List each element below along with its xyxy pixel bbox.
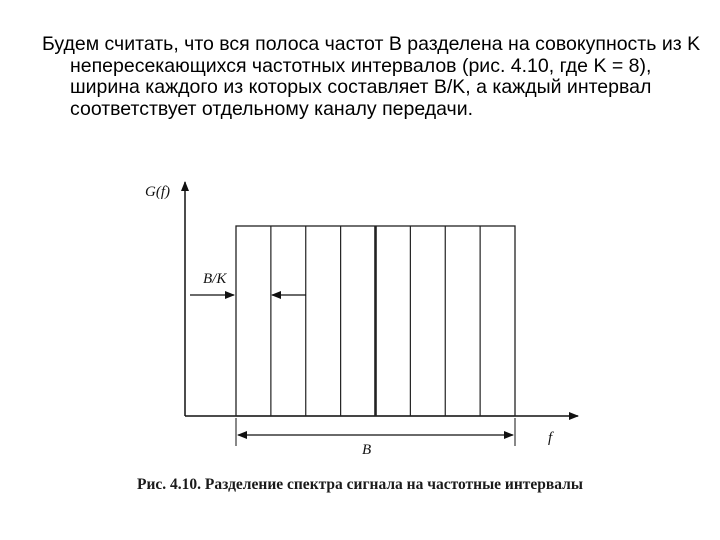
body-paragraph: Будем считать, что вся полоса частот B разделена на совокупность из K непересекающихся частотных интервалов (рис. 4.10, где K = 8), ширина каждого из которых составляет B/K, а каждый интервал соответствует отдельному каналу передачи.	[42, 33, 701, 120]
bk-label: B/K	[203, 271, 227, 287]
interval-dividers	[271, 226, 480, 416]
y-axis-label: G(f)	[145, 184, 170, 200]
figure-caption: Рис. 4.10. Разделение спектра сигнала на частотные интервалы	[137, 476, 583, 493]
x-axis-label: f	[548, 430, 553, 446]
band-label: B	[362, 442, 372, 458]
